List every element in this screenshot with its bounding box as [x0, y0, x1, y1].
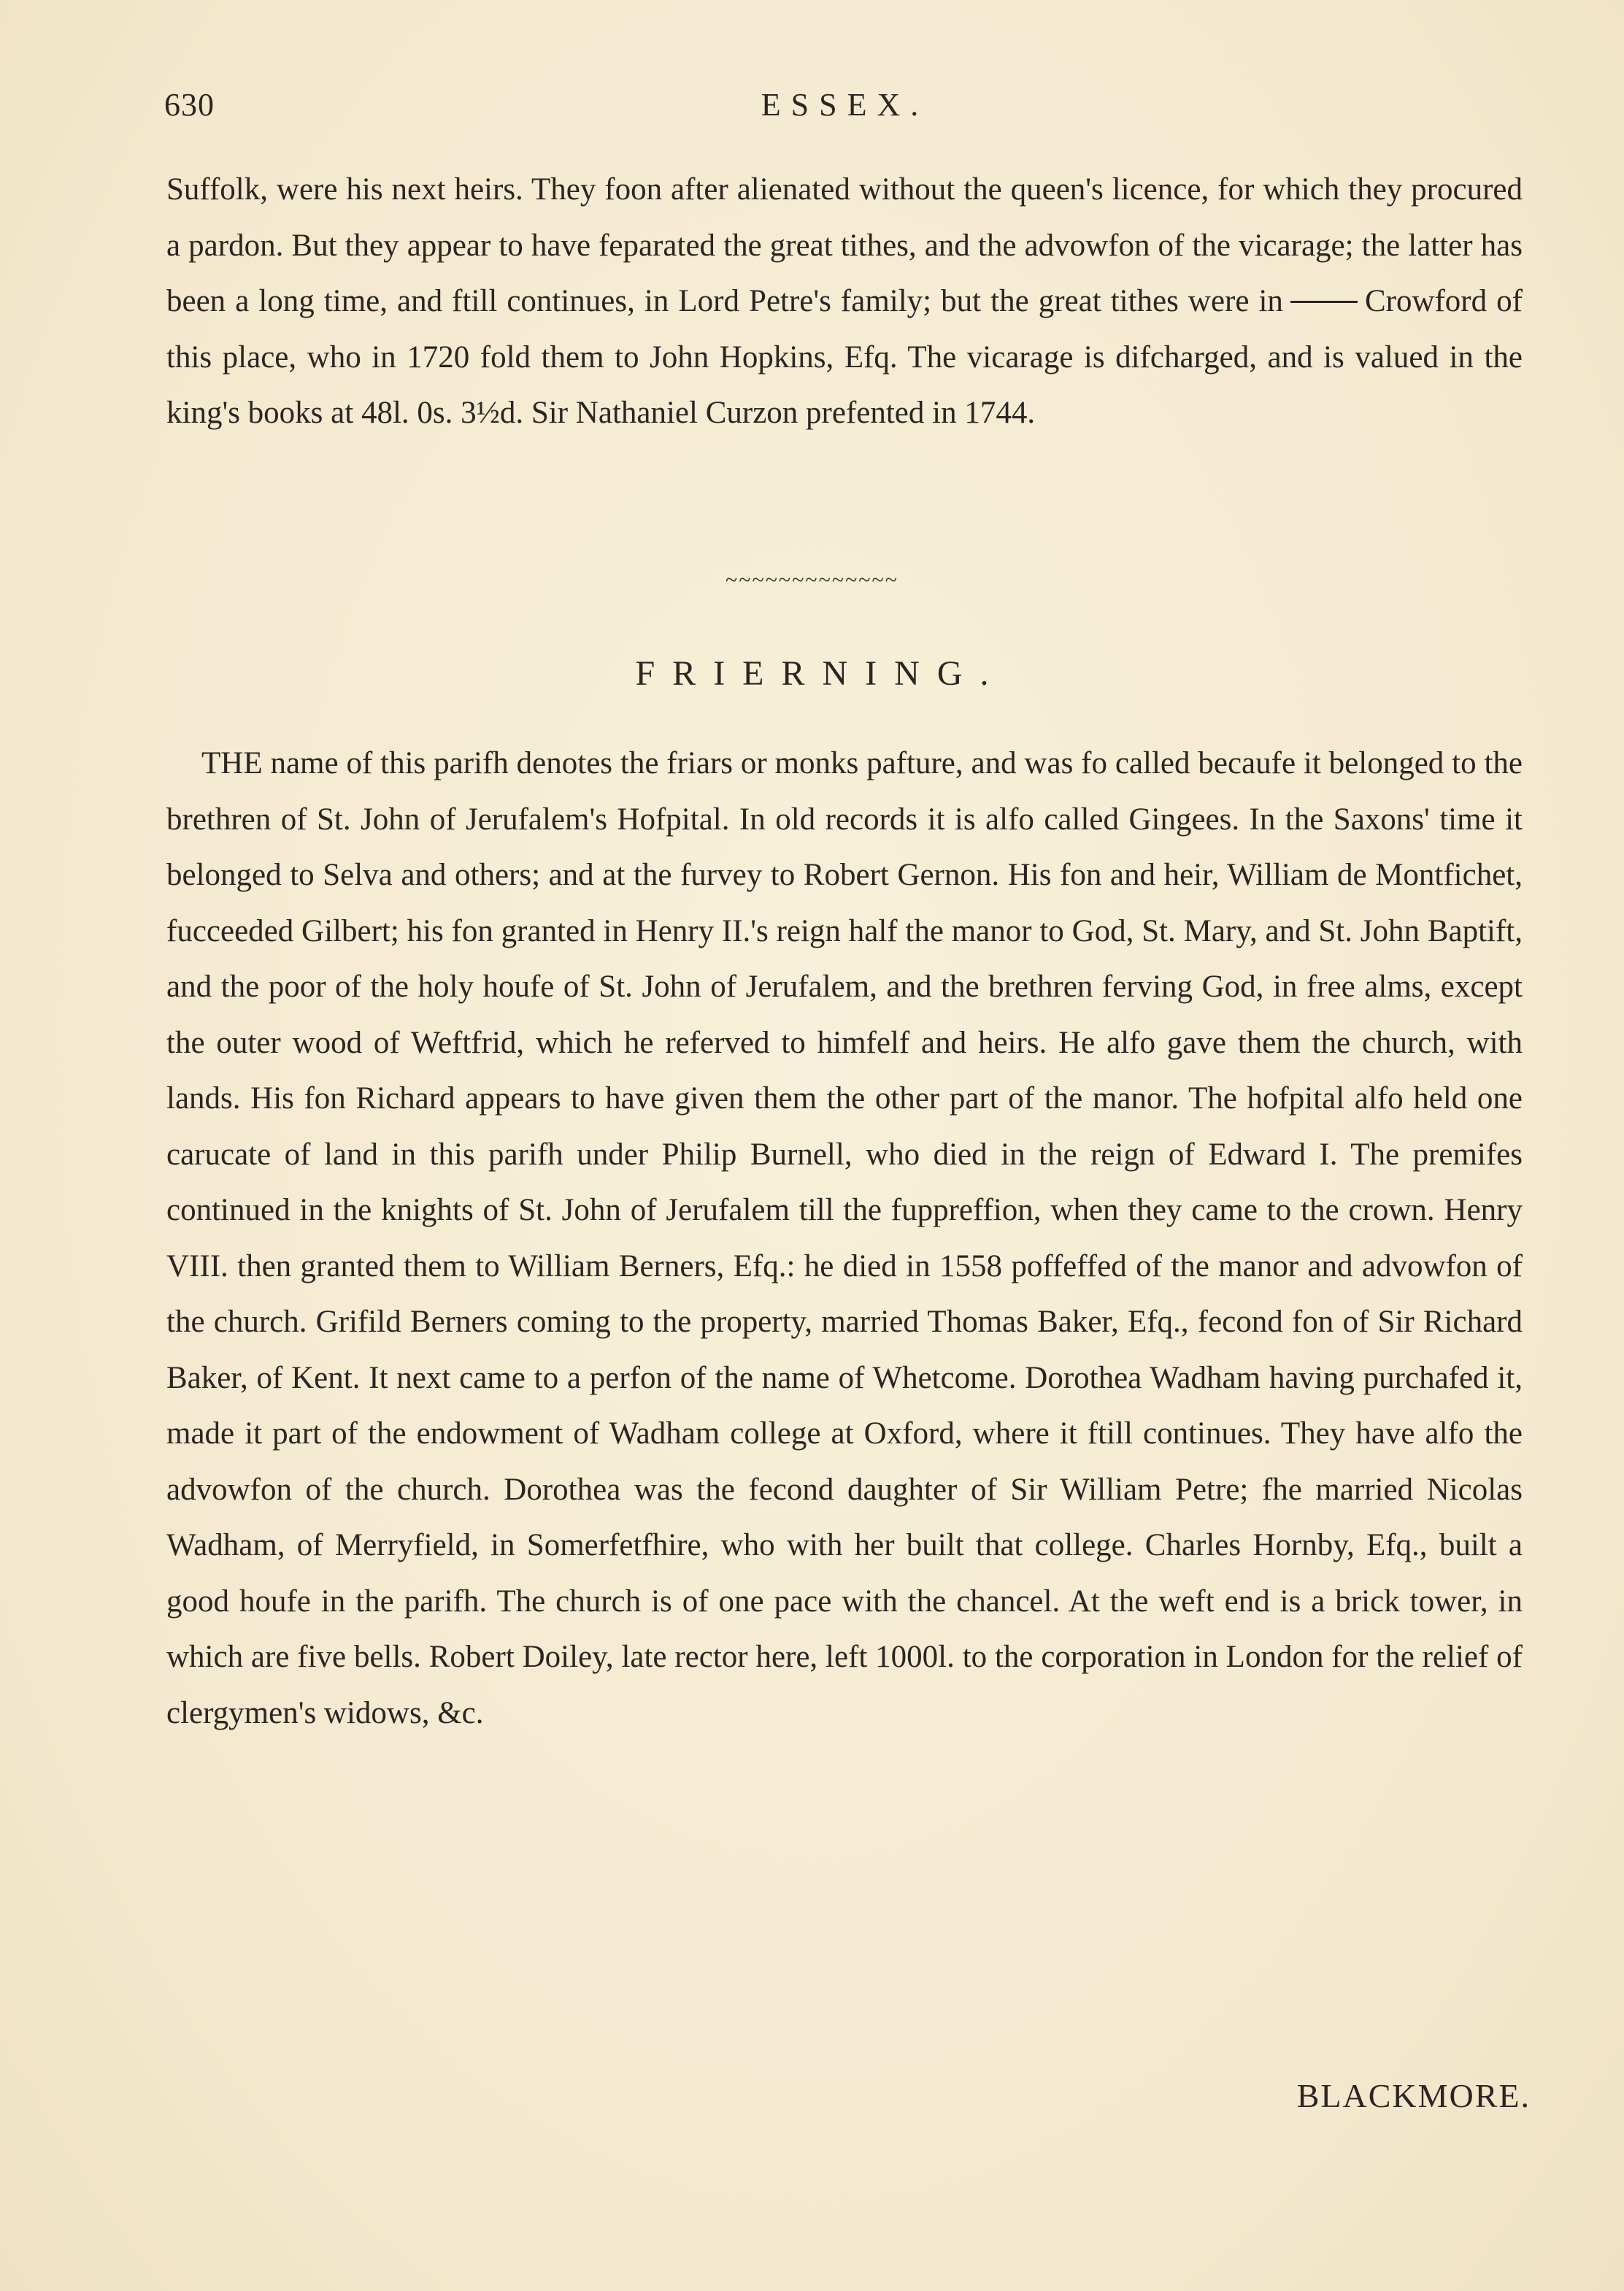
blank-dash [1290, 301, 1358, 303]
paragraph-suffolk-heirs [166, 162, 1523, 442]
section-heading-frierning: FRIERNING. [635, 654, 1007, 693]
paragraph-frierning-history: THE name of this parifh denotes the friars or monks pafture, and was fo called becaufe it belonged to the brethren of St. John of Jerufalem's Hofpital. In old records it is alfo called Gingees. In the Saxons' time it belonged to Selva and others; and at the furvey to Robert Gernon. His fon and heir, William de Montfichet, fucceeded Gilbert; his fon granted in Henry II.'s reign half the manor to God, St. Mary, and St. John Baptift, and the poor of the holy houfe of St. John of Jerufalem, and the brethren ferving God, in free alms, except the outer wood of Weftfrid, which he referved to himfelf and heirs. He alfo gave them the church, with lands. His fon Richard appears to have given them the other part of the manor. The hofpital alfo held one carucate of land in this parifh under Philip Burnell, who died in the reign of Edward I. The premifes continued in the knights of St. John of Jerufalem till the fuppreffion, when they came to the crown. Henry VIII. then granted them to William Berners, Efq.: he died in 1558 poffeffed of the manor and advowfon of the church. Grifild Berners coming to the property, married Thomas Baker, Efq., fecond fon of Sir Richard Baker, of Kent. It next came to a perfon of the name of Whetcome. Dorothea Wadham having purchafed it, made it part of the endowment of Wadham college at Oxford, where it ftill continues. They have alfo the advowfon of the church. Dorothea was the fecond daughter of Sir William Petre; fhe married Nicolas Wadham, of Merryfield, in Somerfetfhire, who with her built that college. Charles Hornby, Efq., built a good houfe in the parifh. The church is of one pace with the chancel. At the weft end is a brick tower, in which are five bells. Robert Doiley, late rector here, left 1000l. to the corporation in London for the relief of clergymen's widows, &c. [166, 746, 1523, 1730]
running-head [164, 86, 1525, 137]
decorative-rule-ornament: ~~~~~~~~~~~~~ [726, 568, 898, 592]
catchword: BLACKMORE. [1296, 2077, 1531, 2114]
paragraph-1-part-a: Suffolk, were his next heirs. They foon after alienated without the queen's licence, for which they procured a pardon. But they appear to have feparated the great tithes, and the advowfon of the vicarage; the latter has been a long time, and ftill continues, in Lord Petre's family; but the great tithes were in [166, 172, 1523, 318]
page-number: 630 [164, 87, 215, 123]
running-title: ESSEX. [761, 87, 929, 123]
paragraph-1-part-b: Crowford of this place, who in 1720 fold them to John Hopkins, Efq. The vicarage is difcharged, and is valued in the king's books at 48l. 0s. 3½d. Sir Nathaniel Curzon prefented in 1744. [166, 284, 1523, 430]
